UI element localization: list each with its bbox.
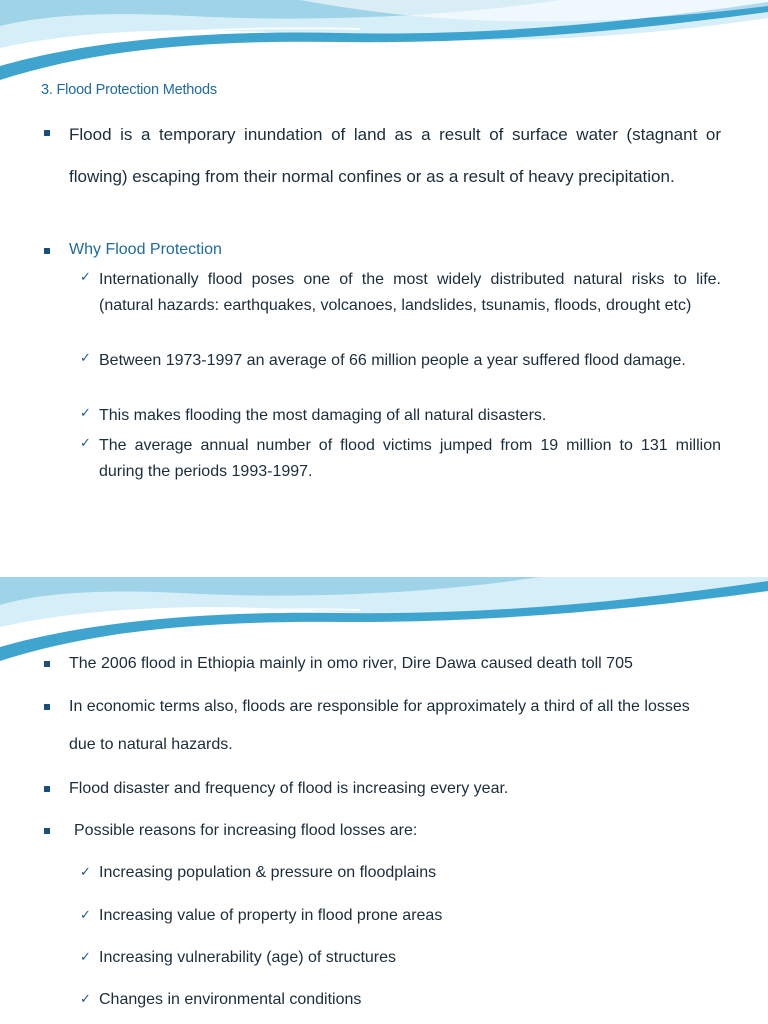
checkmark-icon: ✓	[80, 405, 91, 420]
square-bullet-icon	[44, 130, 50, 136]
list-item: The average annual number of flood victims jumped from 19 million to 131 million during the periods 1993-1997.	[99, 437, 721, 480]
wave-banner-icon	[0, 0, 768, 90]
checkmark-icon: ✓	[80, 864, 91, 879]
list-item: Flood disaster and frequency of flood is increasing every year.	[69, 780, 509, 797]
checkmark-icon: ✓	[80, 435, 91, 450]
slide-2	[0, 577, 768, 1024]
list-item: Increasing population & pressure on floodplains	[99, 864, 437, 881]
checkmark-icon: ✓	[80, 949, 91, 964]
square-bullet-icon	[44, 786, 50, 792]
square-bullet-icon	[44, 704, 50, 710]
list-item: Increasing vulnerability (age) of structures	[99, 949, 397, 966]
square-bullet-icon	[44, 661, 50, 667]
checkmark-icon: ✓	[80, 907, 91, 922]
subheading: Why Flood Protection	[69, 241, 222, 258]
list-item: Increasing value of property in flood prone areas	[99, 907, 443, 924]
page-title: 3. Flood Protection Methods	[41, 82, 217, 98]
list-item: Internationally flood poses one of the most widely distributed natural risks to life. (natural hazards: earthquakes, volcanoes, landslides, tsunamis, floods, drought etc)	[99, 271, 721, 314]
square-bullet-icon	[44, 828, 50, 834]
square-bullet-icon	[44, 248, 50, 254]
list-item: Possible reasons for increasing flood losses are:	[74, 822, 418, 839]
list-item: The 2006 flood in Ethiopia mainly in omo river, Dire Dawa caused death toll 705	[69, 655, 633, 672]
checkmark-icon: ✓	[80, 269, 91, 284]
checkmark-icon: ✓	[80, 991, 91, 1006]
list-item: In economic terms also, floods are responsible for approximately a third of all the losses due to natural hazards.	[69, 698, 690, 753]
list-item: Changes in environmental conditions	[99, 991, 362, 1008]
page-gap	[0, 512, 768, 577]
checkmark-icon: ✓	[80, 350, 91, 365]
list-item: This makes flooding the most damaging of all natural disasters.	[99, 407, 547, 424]
list-item: Between 1973-1997 an average of 66 million people a year suffered flood damage.	[99, 352, 686, 369]
intro-paragraph: Flood is a temporary inundation of land as a result of surface water (stagnant or flowing) escaping from their normal confines or as a result of heavy precipitation.	[69, 125, 721, 186]
